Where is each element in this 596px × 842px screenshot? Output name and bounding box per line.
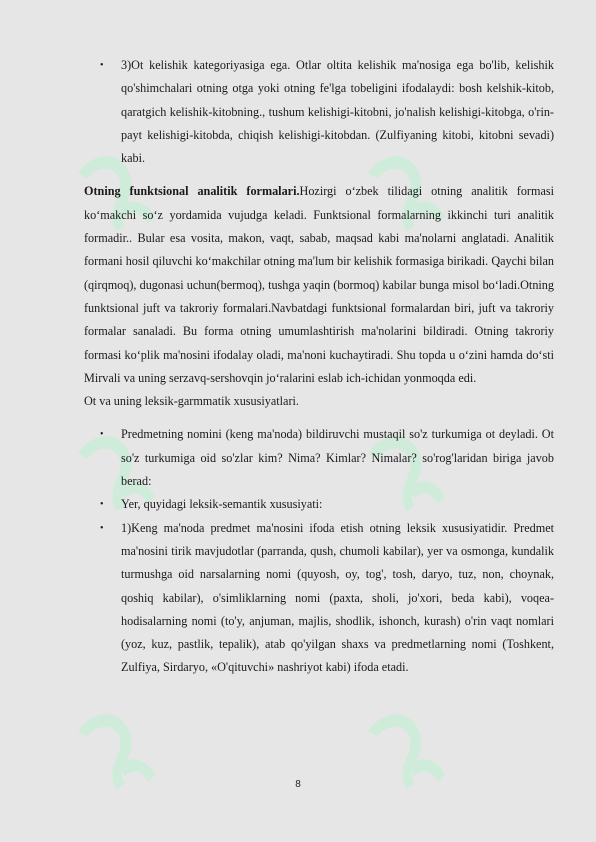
section-subline: Ot va uning leksik-garmmatik xususiyatlari.	[84, 394, 299, 409]
section-body-text: Hozirgi o‘zbek tilidagi otning analitik formasi ko‘makchi so‘z yordamida vujudga keladi. Funktsional formalarning ikkinchi turi analitik formadir.. Bular esa vosita, makon, vaqt, sabab, maqsad kabi ma'nolarni anglatadi. Analitik formani hosil qiluvchi ko‘makchilar otning ma'lum bir kelishik formasiga birikadi. Qaychi bilan (qirqmoq), dugonasi uchun(bermoq), tushga yaqin (bormoq) kabilar bunga misol bo‘ladi.Otning funktsional juft va takroriy formalari.Navbatdagi funktsional formalardan biri, juft va takroriy formalar sanaladi. Bu forma otning umumlashtirish ma'nolarini bildiradi. Otning takroriy formasi ko‘plik ma'nosini ifodalay oladi, ma'noni kuchaytiradi. Shu topda u o‘zini hamda do‘sti Mirvali va uning serzavq-sershovqin jo‘ralarini eslab ich-ichidan yonmoqda edi.	[84, 184, 554, 385]
section-paragraph	[84, 180, 554, 390]
list-item-text: Predmetning nomini (keng ma'noda) bildiruvchi mustaqil so'z turkumiga ot deyladi. Ot so'z turkumiga oid so'zlar kim? Nima? Kimlar? Nimalar? so'rog'laridan biriga javob berad:	[121, 427, 554, 489]
bullet-icon: •	[100, 60, 104, 71]
list-item-text: Yer, quyidagi leksik-semantik xususiyati:	[121, 497, 323, 512]
list-item	[84, 54, 554, 170]
bullet-icon: •	[100, 429, 104, 441]
bullet-icon: •	[100, 522, 104, 534]
list-item	[84, 423, 554, 493]
list-item	[84, 493, 554, 516]
page-number: 8	[295, 779, 301, 790]
bullet-list-top	[84, 54, 554, 170]
list-item-text: 3)Ot kelishik kategoriyasiga ega. Otlar oltita kelishik ma'nosiga ega bo'lib, kelishik qo'shimchalari otning otga yoki otning fe'lga tobeligini ifodalaydi: bosh kelshik-kitob, qaratgich kelishik-kitobning., tushum kelishigi-kitobni, jo'nalish kelishigi-kitobga, o'rin-payt kelishigi-kitobda, chiqish kelishigi-kitobdan. (Zulfiyaning kitobi, kitobni sevadi) kabi.	[121, 58, 554, 166]
section-heading: Otning funktsional analitik formalari.	[84, 184, 300, 199]
bullet-icon: •	[100, 499, 104, 511]
document-body	[84, 54, 554, 680]
list-item	[84, 517, 554, 680]
bullet-list-bottom	[84, 423, 554, 679]
list-item-text: 1)Keng ma'noda predmet ma'nosini ifoda etish otning leksik xususiyatidir. Predmet ma'nosini tirik mavjudotlar (parranda, qush, chumoli kabilar), yer va osmonga, kundalik turmushga oid narsalarning nomi (quyosh, oy, tog', tosh, daryo, tuz, non, choynak, qoshiq kabilar), o'simliklarning nomi (paxta, sholi, jo'xori, beda kabi), voqea-hodisalarning nomi (to'y, anjuman, majlis, shodlik, ishonch, kurash) o'rin vaqt nomlari (yoz, kuz, pastlik, tepalik), atab qo'yilgan shaxs va predmetlarning nomi (Toshkent, Zulfiya, Sirdaryo, «O'qituvchi» nashriyot kabi) ifoda etadi.	[121, 520, 554, 675]
